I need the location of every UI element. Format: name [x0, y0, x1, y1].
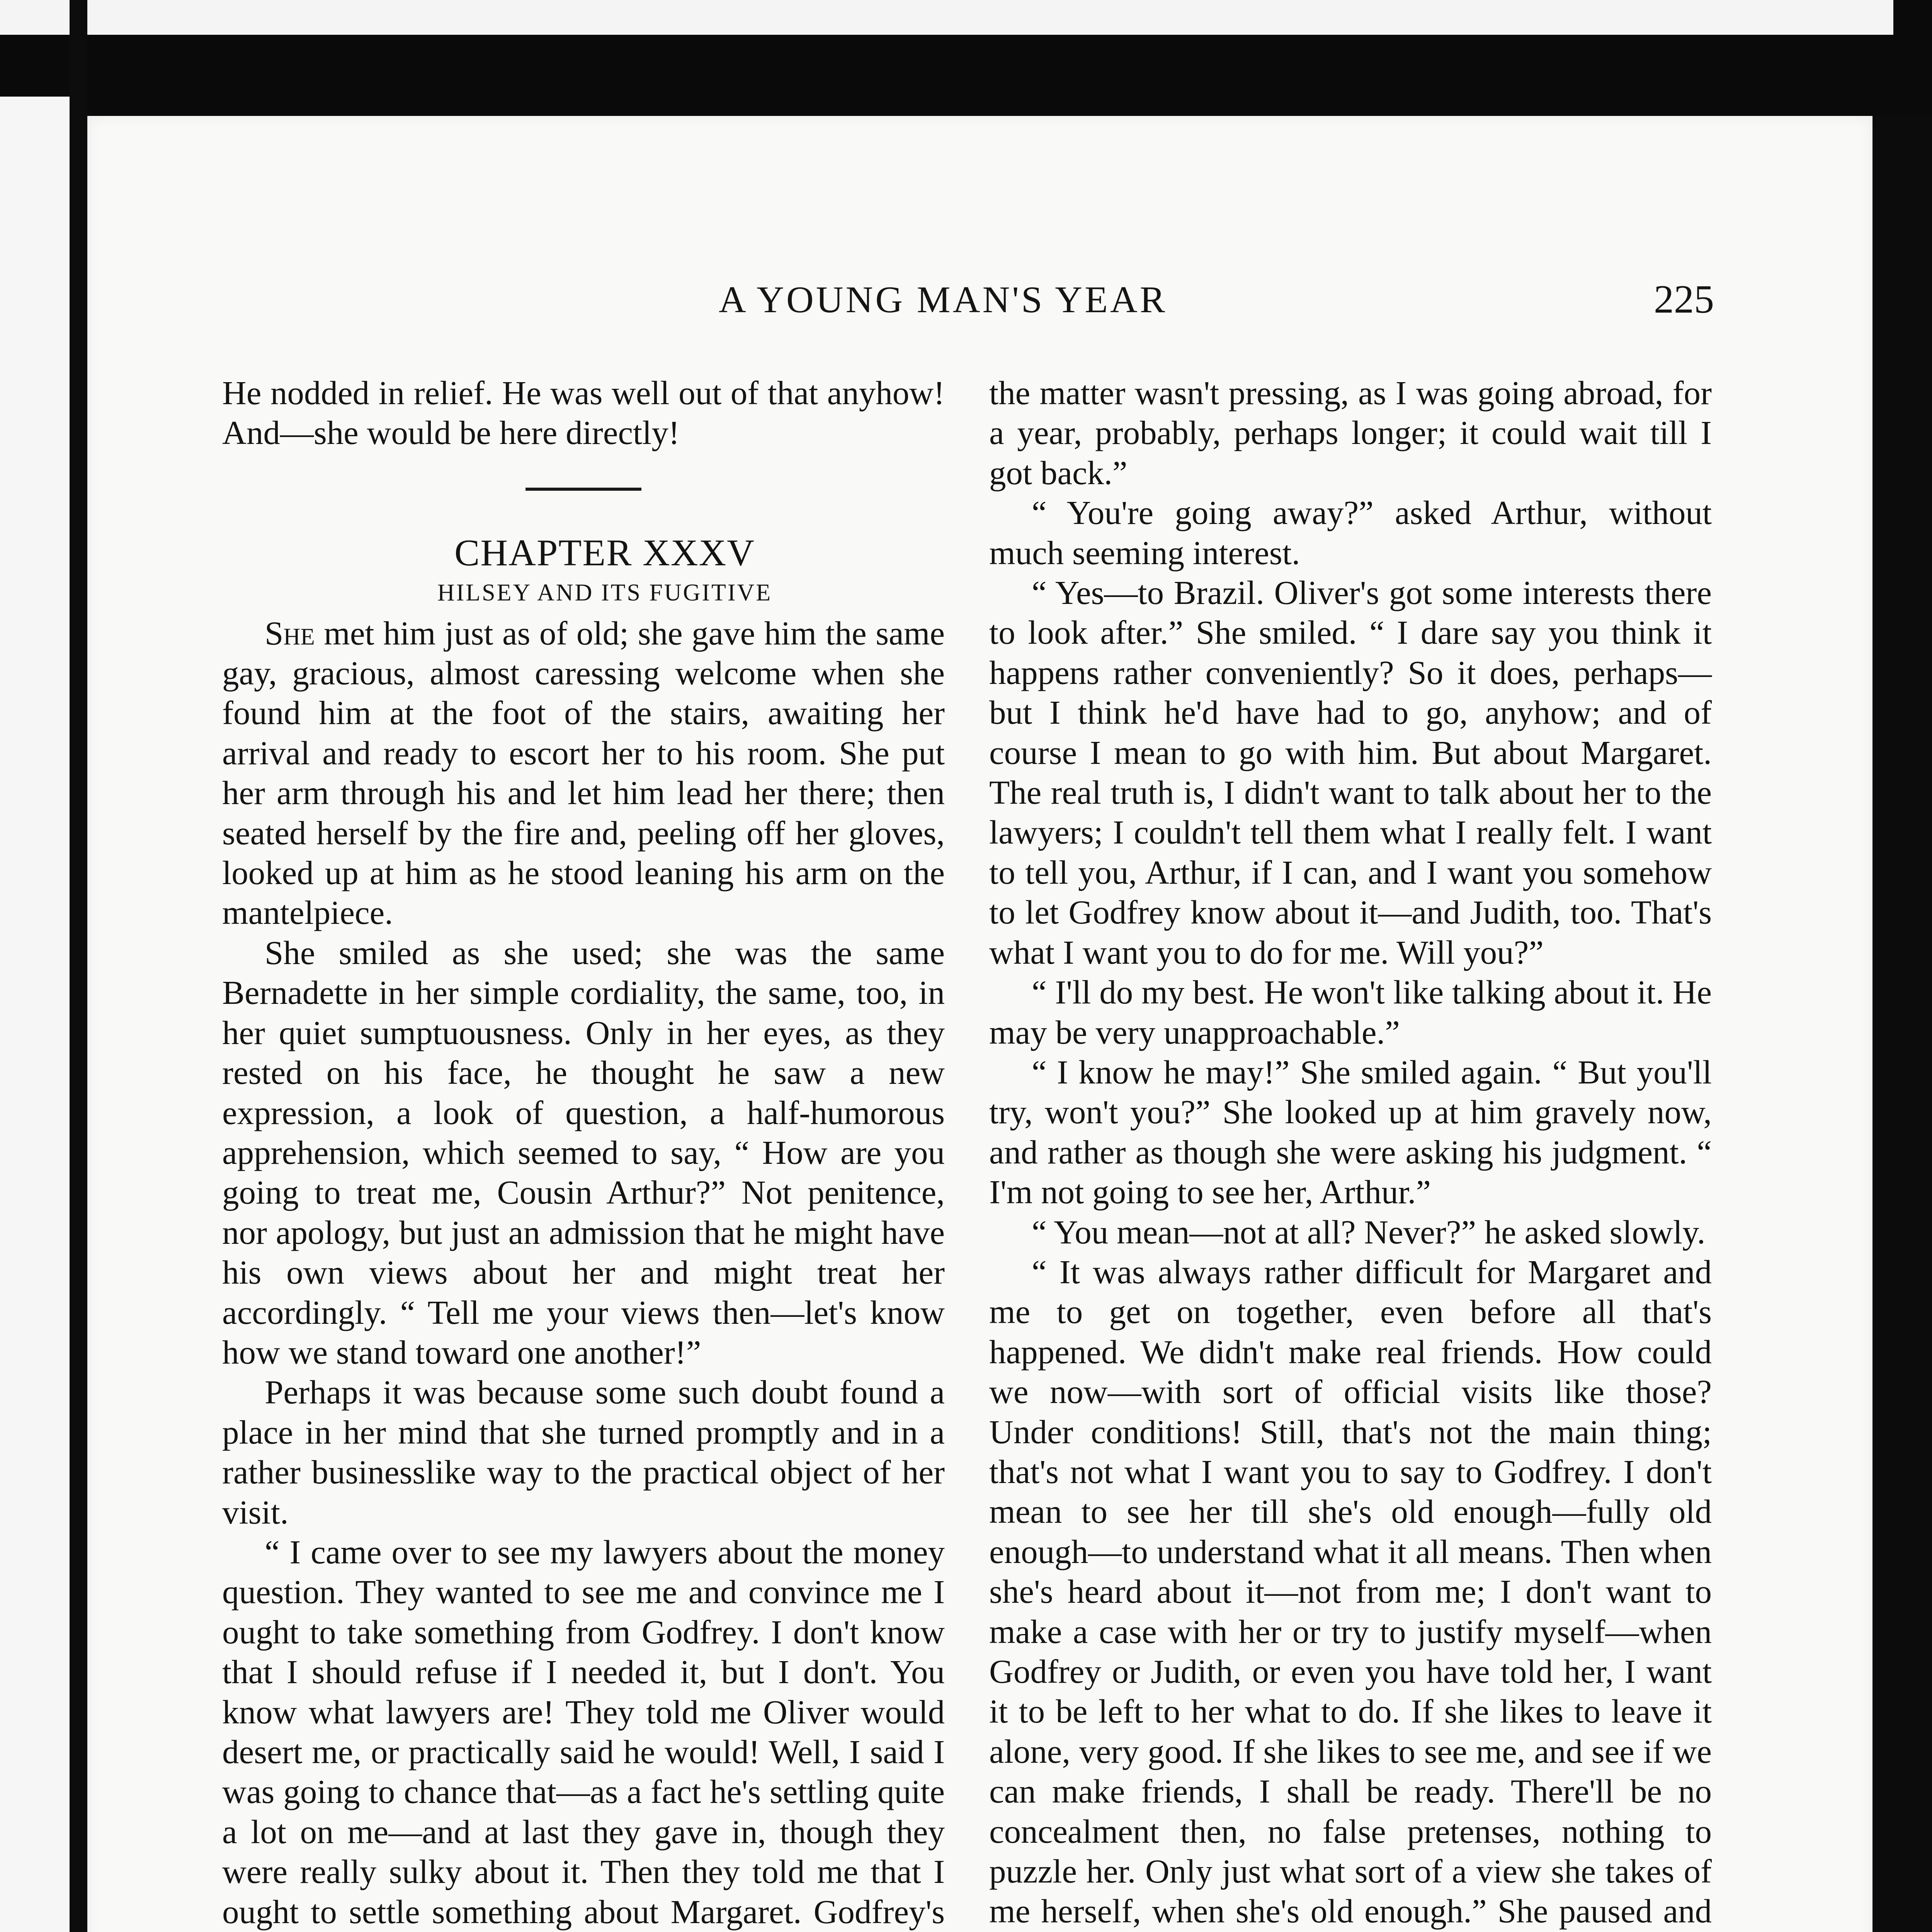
paragraph: the matter wasn't pressing, as I was going abroad, for a year, probably, perhaps longer; it could wait till I got back.”	[989, 374, 1712, 492]
page-number: 225	[1654, 277, 1714, 321]
left-gutter-line	[70, 0, 87, 1932]
paragraph: He nodded in relief. He was well out of that anyhow! And—she would be here directly!	[222, 374, 945, 452]
paragraph: “ It was always rather difficult for Margaret and me to get on together, even before all that's happened. We didn't make real friends. How could we now—with sort of official visits like those? Under conditions! Still, that's not the main thing; that's not what I want you to say to Godfrey. I don't mean to see her till she's old enough—fully old enough—to understand what it all means. Then when she's heard about it—not from me; I don't want to make a case with her or try to justify myself—when Godfrey or Judith, or even you have told her, I want it to be left to her what to do. If she likes to leave it alone, very good. If she likes to see me, and see if we can make friends, I shall be ready. There'll be no concealment then, no false pretenses, nothing to puzzle her. Only just what sort of a view she takes of me herself, when she's old enough.” She paused and	[989, 1253, 1712, 1930]
paragraph: “ I know he may!” She smiled again. “ But you'll try, won't you?” She looked up at him gravely now, and rather as though she were asking his judgment. “ I'm not going to see her, Arthur.”	[989, 1053, 1712, 1211]
section-divider	[526, 488, 641, 491]
paragraph: “ I came over to see my lawyers about the money question. They wanted to see me and convince me I ought to take something from Godfrey. I don't know that I should refuse if I needed it, but I don't. You know what lawyers are! They told me Oliver would desert me, or practically said he would! Well, I said I was going to chance that—as a fact he's settling quite a lot on me—and at last they gave in, though they were really sulky about it. Then they told me that I ought to settle something about Margaret. Godfrey's	[222, 1533, 945, 1930]
chapter-title: CHAPTER XXXV	[454, 532, 755, 574]
paragraph: “ I'll do my best. He won't like talking about it. He may be very unapproachable.”	[989, 973, 1712, 1051]
paragraph: Perhaps it was because some such doubt found a place in her mind that she turned promptly and in a rather businesslike way to the practical object of her visit.	[222, 1373, 945, 1531]
right-text-column	[989, 373, 1712, 1932]
paragraph: She smiled as she used; she was the same Bernadette in her simple cordiality, the same, too, in her quiet sumptuousness. Only in her eyes, as they rested on his face, he thought he saw a new expression, a look of question, a half-humorous apprehension, which seemed to say, “ How are you going to treat me, Cousin Arthur?” Not penitence, nor apology, but just an admission that he might have his own views about her and might treat her accordingly. “ Tell me your views then—let's know how we stand toward one another!”	[222, 934, 945, 1371]
running-title: A YOUNG MAN'S YEAR	[719, 279, 1168, 321]
paragraph	[222, 613, 945, 933]
paragraph: “ Yes—to Brazil. Oliver's got some interests there to look after.” She smiled. “ I dare say you think it happens rather conveniently? So it does, perhaps—but I think he'd have had to go, anyhow; and of course I mean to go with him. But about Margaret. The real truth is, I didn't want to talk about her to the lawyers; I couldn't tell them what I really felt. I want to tell you, Arthur, if I can, and I want you somehow to let Godfrey know about it—and Judith, too. That's what I want you to do for me. Will you?”	[989, 574, 1712, 971]
paragraph: “ You mean—not at all? Never?” he asked slowly.	[1032, 1213, 1706, 1251]
previous-page-edge	[0, 0, 1893, 35]
drop-lead-word: She	[265, 614, 315, 652]
chapter-subtitle: HILSEY AND ITS FUGITIVE	[437, 580, 772, 606]
scanner-right-border	[1872, 116, 1932, 1932]
paragraph-text: met him just as of old; she gave him the same gay, gracious, almost caressing welcome when she found him at the foot of the stairs, awaiting her arrival and ready to escort her to his room. She put her arm through his and let him lead her there; then seated herself by the fire and, peeling off her gloves, looked up at him as he stood leaning his arm on the mantelpiece.	[222, 614, 945, 932]
paragraph: “ You're going away?” asked Arthur, without much seeming interest.	[989, 494, 1712, 571]
left-text-column	[222, 373, 945, 1932]
